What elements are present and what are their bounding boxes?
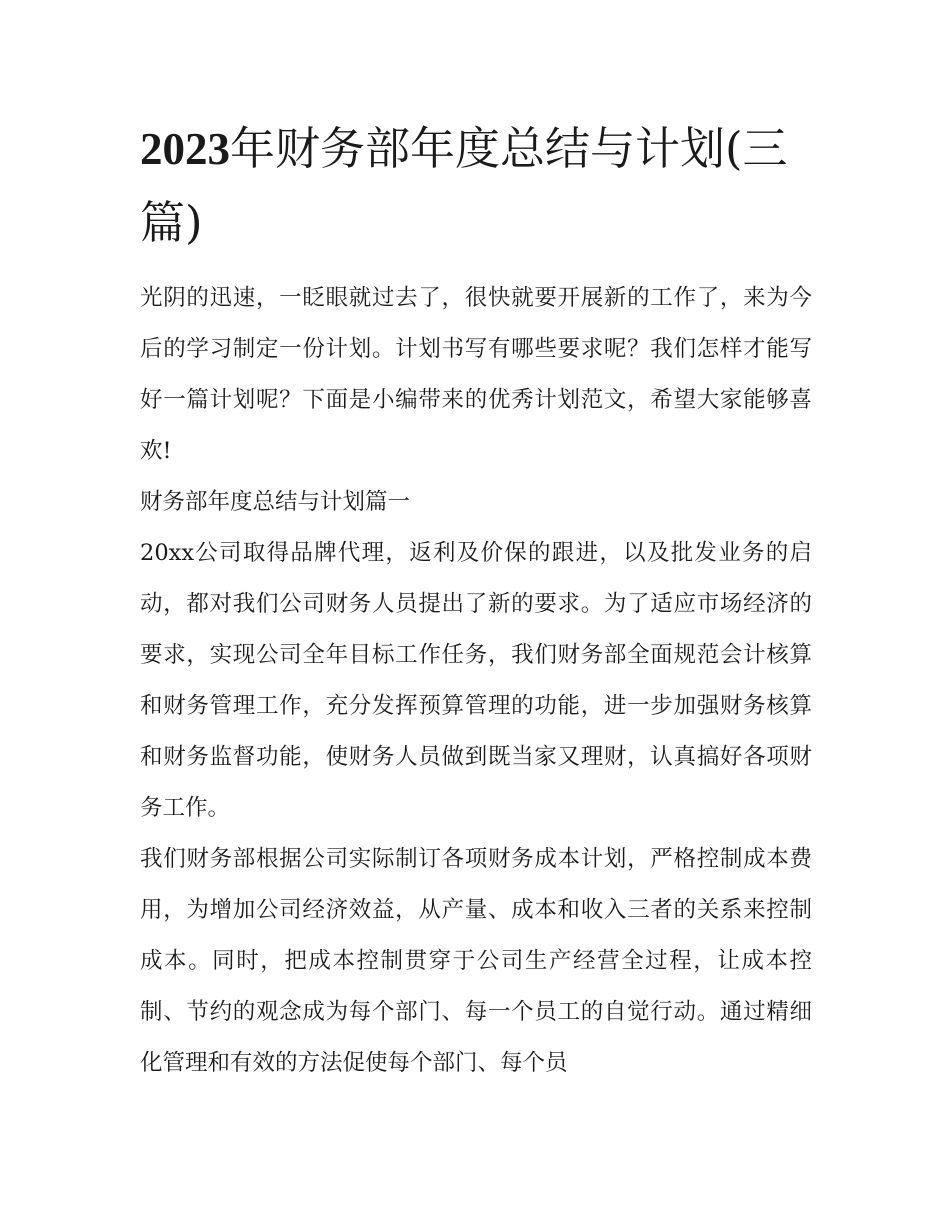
title-text: 年财务部年度总结与计划(三篇) <box>140 122 788 249</box>
document-title <box>140 112 812 259</box>
title-year: 2023 <box>140 124 230 174</box>
section-heading: 财务部年度总结与计划篇一 <box>140 489 411 515</box>
intro-paragraph: 光阴的迅速，一眨眼就过去了，很快就要开展新的工作了，来为今后的学习制定一份计划。计划书写有哪些要求呢？我们怎样才能写好一篇计划呢？下面是小编带来的优秀计划范文，希望大家能够喜欢! <box>140 285 812 464</box>
body-paragraph-2: 我们财务部根据公司实际制订各项财务成本计划，严格控制成本费用，为增加公司经济效益，从产量、成本和收入三者的关系来控制成本。同时，把成本控制贯穿于公司生产经营全过程，让成本控制、节约的观念成为每个部门、每一个员工的自觉行动。通过精细化管理和有效的方法促使每个部门、每个员 <box>140 846 812 1076</box>
body-paragraph-1: 20xx公司取得品牌代理，返利及价保的跟进，以及批发业务的启动，都对我们公司财务人员提出了新的要求。为了适应市场经济的要求，实现公司全年目标工作任务，我们财务部全面规范会计核算和财务管理工作，充分发挥预算管理的功能，进一步加强财务核算和财务监督功能，使财务人员做到既当家又理财，认真搞好各项财务工作。 <box>140 540 812 821</box>
document-body <box>140 112 812 1089</box>
